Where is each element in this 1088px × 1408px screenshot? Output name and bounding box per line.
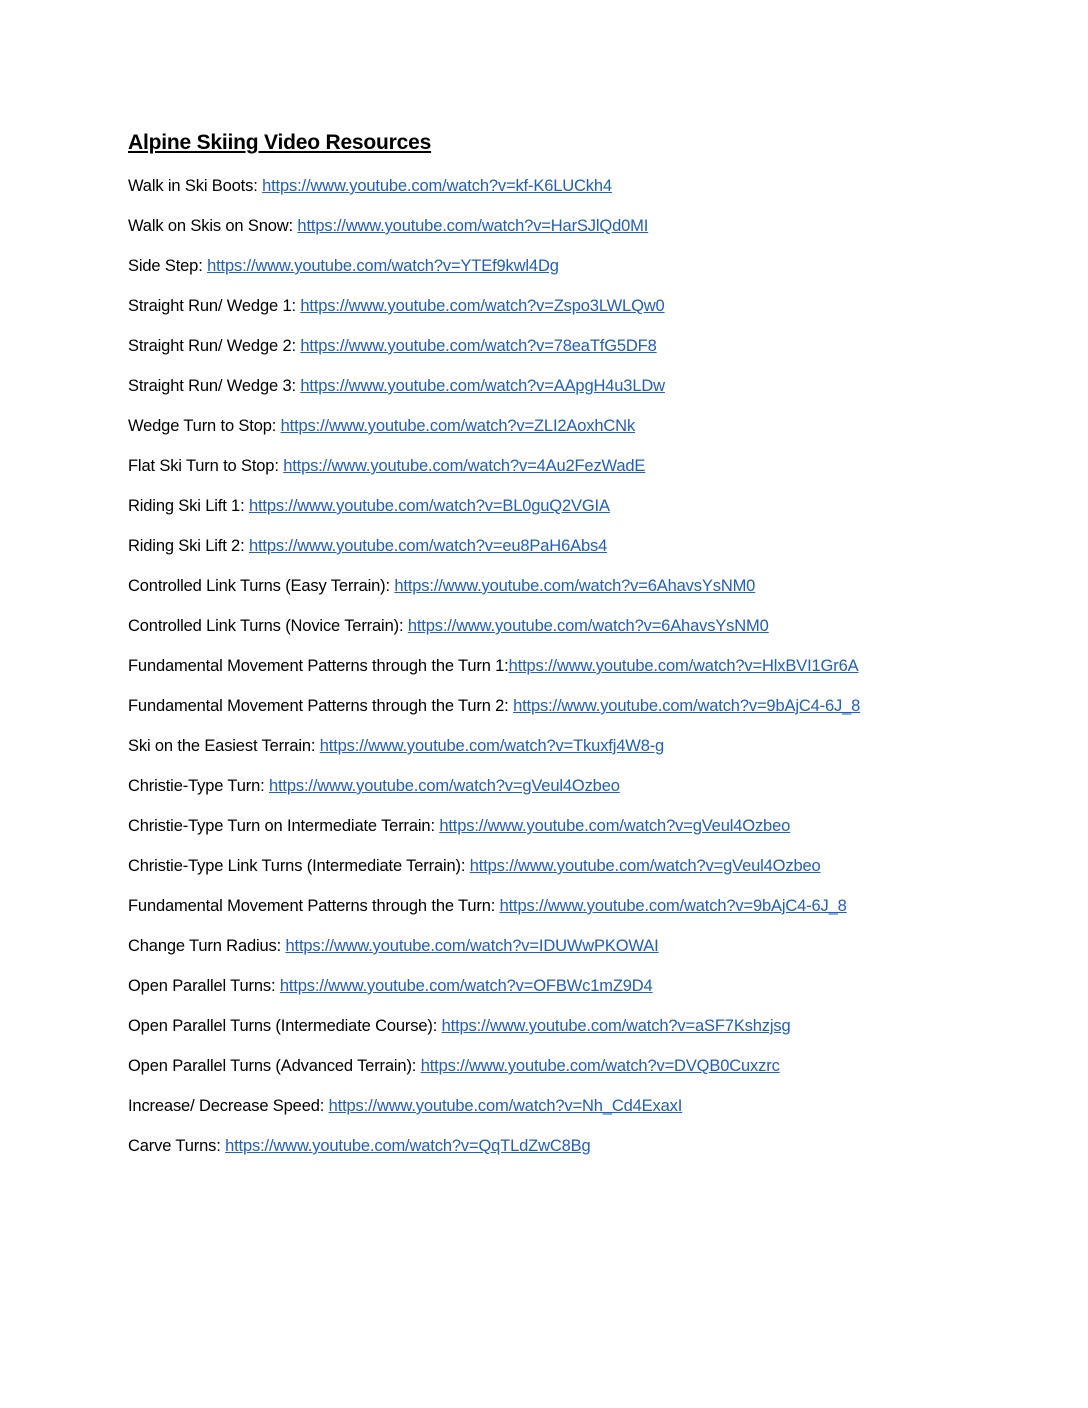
resource-label: Side Step: — [128, 257, 208, 275]
resource-label: Open Parallel Turns (Advanced Terrain): — [128, 1057, 421, 1075]
resource-label: Wedge Turn to Stop: — [128, 417, 281, 435]
resource-row — [128, 454, 1068, 494]
resource-row — [128, 1054, 1068, 1094]
resource-row — [128, 174, 1068, 214]
resource-label: Christie-Type Turn: — [128, 777, 269, 795]
resource-row — [128, 1134, 1068, 1174]
resource-label: Change Turn Radius: — [128, 937, 286, 955]
resource-link[interactable]: https://www.youtube.com/watch?v=AApgH4u3LDw — [300, 377, 665, 395]
resource-link[interactable]: https://www.youtube.com/watch?v=OFBWc1mZ9D4 — [279, 977, 653, 995]
resource-label: Fundamental Movement Patterns through the Turn: — [128, 897, 500, 915]
resource-row — [128, 934, 1068, 974]
resource-row — [128, 734, 1068, 774]
resource-label: Walk in Ski Boots: — [128, 177, 263, 195]
resource-link[interactable]: https://www.youtube.com/watch?v=6AhavsYsNM0 — [394, 577, 756, 595]
resource-label: Straight Run/ Wedge 1: — [128, 297, 301, 315]
resource-label: Ski on the Easiest Terrain: — [128, 737, 320, 755]
resource-link[interactable]: https://www.youtube.com/watch?v=gVeul4Ozbeo — [469, 857, 821, 875]
resource-link[interactable]: https://www.youtube.com/watch?v=gVeul4Ozbeo — [268, 777, 620, 795]
resource-link[interactable]: https://www.youtube.com/watch?v=BL0guQ2VGIA — [248, 497, 610, 515]
resource-row — [128, 614, 1068, 654]
resource-label: Straight Run/ Wedge 3: — [128, 377, 301, 395]
resource-label: Fundamental Movement Patterns through the Turn 2: — [128, 697, 514, 715]
resource-label: Increase/ Decrease Speed: — [128, 1097, 329, 1115]
resource-link[interactable]: https://www.youtube.com/watch?v=IDUWwPKOWAI — [285, 937, 659, 955]
resource-label: Christie-Type Turn on Intermediate Terrain: — [128, 817, 440, 835]
resource-link[interactable]: https://www.youtube.com/watch?v=gVeul4Ozbeo — [439, 817, 791, 835]
resource-link[interactable]: https://www.youtube.com/watch?v=ZLI2AoxhCNk — [280, 417, 636, 435]
resource-link[interactable]: https://www.youtube.com/watch?v=6AhavsYsNM0 — [407, 617, 769, 635]
resource-label: Riding Ski Lift 2: — [128, 537, 249, 555]
resource-label: Flat Ski Turn to Stop: — [128, 457, 284, 475]
page-title: Alpine Skiing Video Resources — [128, 131, 432, 154]
resource-row — [128, 694, 1068, 734]
resource-row — [128, 254, 1068, 294]
resource-row — [128, 654, 1068, 694]
resource-label: Fundamental Movement Patterns through the Turn 1: — [128, 657, 509, 675]
resource-link[interactable]: https://www.youtube.com/watch?v=HlxBVI1Gr6A — [508, 657, 859, 675]
resource-link[interactable]: https://www.youtube.com/watch?v=9bAjC4-6J_8 — [513, 697, 861, 715]
resource-row — [128, 534, 1068, 574]
resource-label: Controlled Link Turns (Easy Terrain): — [128, 577, 395, 595]
resource-row — [128, 574, 1068, 614]
resource-row — [128, 1094, 1068, 1134]
resource-row — [128, 1014, 1068, 1054]
resource-label: Carve Turns: — [128, 1137, 226, 1155]
resource-list — [128, 174, 1068, 1174]
resource-link[interactable]: https://www.youtube.com/watch?v=eu8PaH6Abs4 — [248, 537, 608, 555]
resource-row — [128, 414, 1068, 454]
resource-label: Open Parallel Turns: — [128, 977, 280, 995]
resource-link[interactable]: https://www.youtube.com/watch?v=4Au2FezWadE — [283, 457, 646, 475]
resource-row — [128, 214, 1068, 254]
resource-row — [128, 774, 1068, 814]
resource-link[interactable]: https://www.youtube.com/watch?v=9bAjC4-6J_8 — [499, 897, 847, 915]
resource-row — [128, 494, 1068, 534]
resource-link[interactable]: https://www.youtube.com/watch?v=HarSJlQd0MI — [297, 217, 649, 235]
resource-label: Open Parallel Turns (Intermediate Course): — [128, 1017, 442, 1035]
resource-link[interactable]: https://www.youtube.com/watch?v=Zspo3LWLQw0 — [300, 297, 665, 315]
resource-row — [128, 854, 1068, 894]
resource-link[interactable]: https://www.youtube.com/watch?v=78eaTfG5DF8 — [300, 337, 657, 355]
resource-row — [128, 334, 1068, 374]
resource-row — [128, 294, 1068, 334]
resource-row — [128, 974, 1068, 1014]
resource-link[interactable]: https://www.youtube.com/watch?v=YTEf9kwl4Dg — [207, 257, 559, 275]
resource-link[interactable]: https://www.youtube.com/watch?v=kf-K6LUCkh4 — [262, 177, 612, 195]
resource-link[interactable]: https://www.youtube.com/watch?v=Nh_Cd4ExaxI — [328, 1097, 683, 1115]
resource-label: Riding Ski Lift 1: — [128, 497, 249, 515]
resource-link[interactable]: https://www.youtube.com/watch?v=QqTLdZwC8Bg — [225, 1137, 591, 1155]
resource-row — [128, 374, 1068, 414]
resource-row — [128, 814, 1068, 854]
resource-label: Christie-Type Link Turns (Intermediate Terrain): — [128, 857, 470, 875]
resource-label: Controlled Link Turns (Novice Terrain): — [128, 617, 408, 635]
resource-label: Straight Run/ Wedge 2: — [128, 337, 301, 355]
resource-link[interactable]: https://www.youtube.com/watch?v=Tkuxfj4W8-g — [319, 737, 665, 755]
resource-label: Walk on Skis on Snow: — [128, 217, 298, 235]
resource-row — [128, 894, 1068, 934]
resource-link[interactable]: https://www.youtube.com/watch?v=aSF7Kshzjsg — [441, 1017, 791, 1035]
resource-link[interactable]: https://www.youtube.com/watch?v=DVQB0Cuxzrc — [420, 1057, 780, 1075]
